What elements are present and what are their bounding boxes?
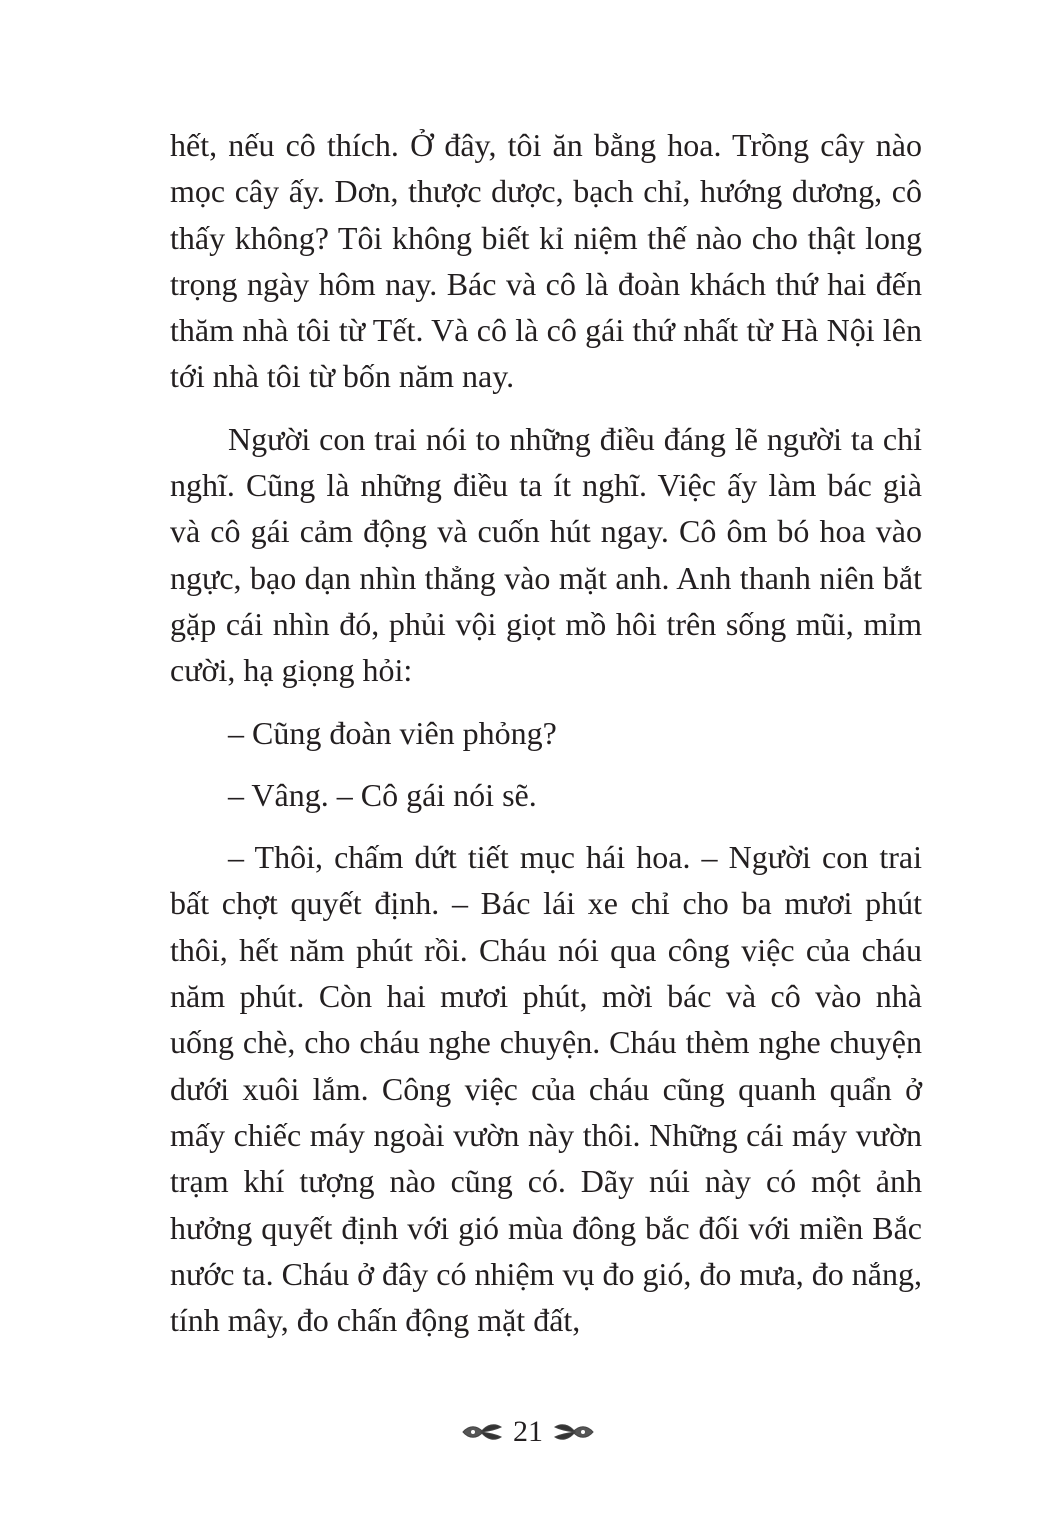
body-text	[170, 122, 922, 1343]
dialogue-line-1: – Cũng đoàn viên phỏng?	[228, 714, 557, 751]
paragraph-1: hết, nếu cô thích. Ở đây, tôi ăn bằng hoa. Trồng cây nào mọc cây ấy. Dơn, thược dược, bạch chỉ, hướng dương, cô thấy không? Tôi không biết kỉ niệm thế nào cho thật long trọng ngày hôm nay. Bác và cô là đoàn khách thứ hai đến thăm nhà tôi từ Tết. Và cô là cô gái thứ nhất từ Hà Nội lên tới nhà tôi từ bốn năm nay.	[170, 127, 922, 395]
left-ornament-icon	[461, 1421, 503, 1443]
right-ornament-icon	[553, 1421, 595, 1443]
page-footer	[0, 1412, 1056, 1452]
dialogue-line-2: – Vâng. – Cô gái nói sẽ.	[228, 776, 537, 813]
paragraph-5: – Thôi, chấm dứt tiết mục hái hoa. – Người con trai bất chợt quyết định. – Bác lái xe chỉ cho ba mươi phút thôi, hết năm phút rồi. Cháu nói qua công việc của cháu năm phút. Còn hai mươi phút, mời bác và cô vào nhà uống chè, cho cháu nghe chuyện. Cháu thèm nghe chuyện dưới xuôi lắm. Công việc của cháu cũng quanh quẩn ở mấy chiếc máy ngoài vườn này thôi. Những cái máy vườn trạm khí tượng nào cũng có. Dãy núi này có một ảnh hưởng quyết định với gió mùa đông bắc đối với miền Bắc nước ta. Cháu ở đây có nhiệm vụ đo gió, đo mưa, đo nắng, tính mây, đo chấn động mặt đất,	[170, 839, 922, 1339]
paragraph-2: Người con trai nói to những điều đáng lẽ người ta chỉ nghĩ. Cũng là những điều ta ít nghĩ. Việc ấy làm bác già và cô gái cảm động và cuốn hút ngay. Cô ôm bó hoa vào ngực, bạo dạn nhìn thẳng vào mặt anh. Anh thanh niên bắt gặp cái nhìn đó, phủi vội giọt mồ hôi trên sống mũi, mỉm cười, hạ giọng hỏi:	[170, 420, 922, 689]
page-number: 21	[513, 1415, 543, 1448]
